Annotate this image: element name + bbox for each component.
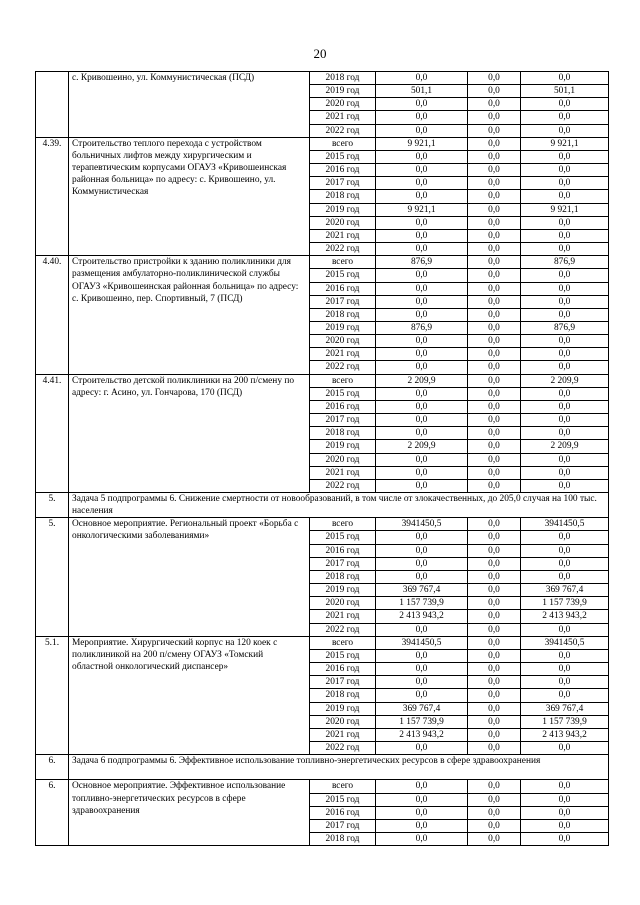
amount-federal: 0,0 — [468, 137, 521, 150]
period-cell: 2015 год — [310, 649, 376, 662]
amount-total: 0,0 — [376, 124, 468, 137]
period-cell: 2015 год — [310, 531, 376, 544]
amount-total: 2 209,9 — [376, 374, 468, 387]
amount-total: 0,0 — [376, 387, 468, 400]
amount-total: 876,9 — [376, 256, 468, 269]
amount-regional: 0,0 — [521, 570, 609, 583]
amount-federal: 0,0 — [468, 400, 521, 413]
amount-total: 876,9 — [376, 321, 468, 334]
amount-total: 0,0 — [376, 663, 468, 676]
amount-total: 0,0 — [376, 414, 468, 427]
amount-regional: 0,0 — [521, 98, 609, 111]
amount-federal: 0,0 — [468, 663, 521, 676]
period-cell: 2017 год — [310, 177, 376, 190]
period-cell: всего — [310, 518, 376, 531]
amount-total: 0,0 — [376, 780, 468, 793]
table-row — [36, 374, 609, 387]
amount-total: 1 157 739,9 — [376, 715, 468, 728]
amount-federal: 0,0 — [468, 216, 521, 229]
amount-total: 0,0 — [376, 531, 468, 544]
amount-regional: 0,0 — [521, 479, 609, 492]
amount-regional: 2 209,9 — [521, 440, 609, 453]
row-number: 5.1. — [36, 636, 69, 754]
amount-federal: 0,0 — [468, 649, 521, 662]
amount-federal: 0,0 — [468, 728, 521, 741]
amount-federal: 0,0 — [468, 676, 521, 689]
period-cell: 2015 год — [310, 387, 376, 400]
period-cell: 2017 год — [310, 295, 376, 308]
amount-regional: 0,0 — [521, 216, 609, 229]
amount-federal: 0,0 — [468, 584, 521, 597]
amount-regional: 0,0 — [521, 124, 609, 137]
period-cell: 2021 год — [310, 111, 376, 124]
amount-federal: 0,0 — [468, 85, 521, 98]
amount-total: 0,0 — [376, 177, 468, 190]
program-table — [35, 71, 609, 846]
amount-federal: 0,0 — [468, 819, 521, 832]
amount-total: 0,0 — [376, 557, 468, 570]
period-cell: всего — [310, 374, 376, 387]
period-cell: 2015 год — [310, 793, 376, 806]
amount-regional: 0,0 — [521, 623, 609, 636]
amount-federal: 0,0 — [468, 557, 521, 570]
amount-federal: 0,0 — [468, 256, 521, 269]
amount-regional: 0,0 — [521, 806, 609, 819]
amount-regional: 0,0 — [521, 348, 609, 361]
amount-federal: 0,0 — [468, 453, 521, 466]
period-cell: 2016 год — [310, 164, 376, 177]
period-cell: 2022 год — [310, 361, 376, 374]
amount-total: 0,0 — [376, 466, 468, 479]
amount-total: 369 767,4 — [376, 584, 468, 597]
period-cell: 2022 год — [310, 124, 376, 137]
period-cell: 2021 год — [310, 348, 376, 361]
period-cell: 2020 год — [310, 335, 376, 348]
measure-description: с. Кривошеино, ул. Коммунистическая (ПСД) — [69, 72, 310, 138]
amount-regional: 501,1 — [521, 85, 609, 98]
amount-total: 501,1 — [376, 85, 468, 98]
amount-regional: 0,0 — [521, 427, 609, 440]
amount-total: 0,0 — [376, 833, 468, 846]
amount-federal: 0,0 — [468, 361, 521, 374]
amount-total: 2 413 943,2 — [376, 728, 468, 741]
amount-total: 9 921,1 — [376, 137, 468, 150]
period-cell: 2020 год — [310, 597, 376, 610]
amount-regional: 0,0 — [521, 557, 609, 570]
period-cell: 2016 год — [310, 544, 376, 557]
amount-federal: 0,0 — [468, 348, 521, 361]
amount-regional: 0,0 — [521, 741, 609, 754]
period-cell: всего — [310, 137, 376, 150]
amount-regional: 2 209,9 — [521, 374, 609, 387]
amount-total: 0,0 — [376, 335, 468, 348]
measure-description: Строительство пристройки к зданию поликлиники для размещения амбулаторно-поликлинической службы ОГАУЗ «Кривошеинская районная больница» по адресу: с. Кривошеино, пер. Спортивный, 7 (ПСД) — [69, 256, 310, 374]
table-row — [36, 256, 609, 269]
amount-regional: 0,0 — [521, 544, 609, 557]
period-cell: 2019 год — [310, 702, 376, 715]
amount-total: 2 209,9 — [376, 440, 468, 453]
amount-federal: 0,0 — [468, 387, 521, 400]
period-cell: 2018 год — [310, 72, 376, 85]
period-cell: 2016 год — [310, 663, 376, 676]
period-cell: 2020 год — [310, 216, 376, 229]
amount-federal: 0,0 — [468, 295, 521, 308]
amount-federal: 0,0 — [468, 806, 521, 819]
period-cell: 2018 год — [310, 570, 376, 583]
task-row — [36, 755, 609, 780]
amount-total: 0,0 — [376, 570, 468, 583]
amount-regional: 0,0 — [521, 269, 609, 282]
period-cell: всего — [310, 636, 376, 649]
period-cell: 2016 год — [310, 282, 376, 295]
amount-regional: 0,0 — [521, 649, 609, 662]
amount-regional: 0,0 — [521, 780, 609, 793]
period-cell: 2020 год — [310, 453, 376, 466]
amount-federal: 0,0 — [468, 466, 521, 479]
measure-description: Основное мероприятие. Региональный проект «Борьба с онкологическими заболеваниями» — [69, 518, 310, 636]
amount-regional: 1 157 739,9 — [521, 715, 609, 728]
amount-regional: 3941450,5 — [521, 636, 609, 649]
row-number: 4.40. — [36, 256, 69, 374]
period-cell: 2015 год — [310, 269, 376, 282]
amount-regional: 0,0 — [521, 190, 609, 203]
period-cell: 2022 год — [310, 479, 376, 492]
amount-federal: 0,0 — [468, 702, 521, 715]
amount-federal: 0,0 — [468, 597, 521, 610]
amount-federal: 0,0 — [468, 531, 521, 544]
period-cell: 2020 год — [310, 715, 376, 728]
amount-total: 0,0 — [376, 544, 468, 557]
period-cell: 2017 год — [310, 414, 376, 427]
amount-regional: 2 413 943,2 — [521, 728, 609, 741]
amount-regional: 876,9 — [521, 256, 609, 269]
period-cell: 2018 год — [310, 308, 376, 321]
amount-regional: 0,0 — [521, 308, 609, 321]
amount-federal: 0,0 — [468, 203, 521, 216]
amount-federal: 0,0 — [468, 374, 521, 387]
table-row — [36, 636, 609, 649]
amount-regional: 0,0 — [521, 833, 609, 846]
amount-total: 0,0 — [376, 308, 468, 321]
amount-regional: 3941450,5 — [521, 518, 609, 531]
amount-federal: 0,0 — [468, 780, 521, 793]
row-number: 4.41. — [36, 374, 69, 492]
amount-federal: 0,0 — [468, 440, 521, 453]
period-cell: 2019 год — [310, 584, 376, 597]
amount-federal: 0,0 — [468, 150, 521, 163]
period-cell: 2019 год — [310, 321, 376, 334]
amount-total: 0,0 — [376, 348, 468, 361]
amount-regional: 0,0 — [521, 676, 609, 689]
amount-federal: 0,0 — [468, 793, 521, 806]
period-cell: всего — [310, 256, 376, 269]
period-cell: 2020 год — [310, 98, 376, 111]
amount-regional: 0,0 — [521, 531, 609, 544]
page-number: 20 — [313, 46, 327, 61]
amount-total: 9 921,1 — [376, 203, 468, 216]
row-number: 4.39. — [36, 137, 69, 255]
amount-federal: 0,0 — [468, 177, 521, 190]
amount-total: 0,0 — [376, 98, 468, 111]
period-cell: 2018 год — [310, 689, 376, 702]
amount-total: 0,0 — [376, 741, 468, 754]
measure-description: Основное мероприятие. Эффективное использование топливно-энергетических ресурсов в сфере здравоохранения — [69, 780, 310, 846]
table-row — [36, 72, 609, 85]
amount-regional: 0,0 — [521, 414, 609, 427]
amount-total: 0,0 — [376, 229, 468, 242]
amount-total: 0,0 — [376, 72, 468, 85]
amount-regional: 0,0 — [521, 819, 609, 832]
amount-total: 0,0 — [376, 479, 468, 492]
amount-total: 0,0 — [376, 689, 468, 702]
amount-federal: 0,0 — [468, 479, 521, 492]
amount-regional: 0,0 — [521, 150, 609, 163]
measure-description: Мероприятие. Хирургический корпус на 120 коек с поликлиникой на 200 п/смену ОГАУЗ «Томский областной онкологический диспансер» — [69, 636, 310, 754]
amount-federal: 0,0 — [468, 544, 521, 557]
amount-regional: 0,0 — [521, 243, 609, 256]
amount-total: 0,0 — [376, 427, 468, 440]
measure-description: Строительство детской поликлиники на 200 п/смену по адресу: г. Асино, ул. Гончарова, 170 (ПСД) — [69, 374, 310, 492]
amount-total: 0,0 — [376, 216, 468, 229]
amount-regional: 0,0 — [521, 295, 609, 308]
period-cell: 2019 год — [310, 85, 376, 98]
table-row — [36, 780, 609, 793]
amount-federal: 0,0 — [468, 610, 521, 623]
amount-federal: 0,0 — [468, 111, 521, 124]
amount-total: 0,0 — [376, 649, 468, 662]
amount-federal: 0,0 — [468, 229, 521, 242]
amount-total: 3941450,5 — [376, 636, 468, 649]
measure-description: Строительство теплого перехода с устройством больничных лифтов между хирургическим и терапевтическим корпусами ОГАУЗ «Кривошеинская районная больница» по адресу: с. Кривошеино, ул. Коммунистическая — [69, 137, 310, 255]
amount-total: 0,0 — [376, 150, 468, 163]
amount-total: 0,0 — [376, 806, 468, 819]
period-cell: 2022 год — [310, 243, 376, 256]
amount-total: 0,0 — [376, 819, 468, 832]
period-cell: 2017 год — [310, 676, 376, 689]
amount-total: 0,0 — [376, 793, 468, 806]
period-cell: 2021 год — [310, 610, 376, 623]
period-cell: 2021 год — [310, 229, 376, 242]
period-cell: 2019 год — [310, 440, 376, 453]
amount-total: 0,0 — [376, 453, 468, 466]
amount-federal: 0,0 — [468, 190, 521, 203]
amount-total: 0,0 — [376, 282, 468, 295]
period-cell: 2018 год — [310, 190, 376, 203]
amount-total: 1 157 739,9 — [376, 597, 468, 610]
task-description: Задача 6 подпрограммы 6. Эффективное использование топливно-энергетических ресурсов в сфере здравоохранения — [69, 755, 609, 780]
period-cell: 2022 год — [310, 623, 376, 636]
amount-federal: 0,0 — [468, 308, 521, 321]
period-cell: 2016 год — [310, 806, 376, 819]
amount-total: 0,0 — [376, 111, 468, 124]
amount-regional: 9 921,1 — [521, 137, 609, 150]
row-number: 5. — [36, 518, 69, 636]
amount-federal: 0,0 — [468, 623, 521, 636]
amount-total: 0,0 — [376, 243, 468, 256]
amount-total: 2 413 943,2 — [376, 610, 468, 623]
amount-total: 0,0 — [376, 361, 468, 374]
amount-regional: 0,0 — [521, 387, 609, 400]
row-number: 5. — [36, 493, 69, 518]
amount-federal: 0,0 — [468, 335, 521, 348]
amount-federal: 0,0 — [468, 414, 521, 427]
amount-federal: 0,0 — [468, 98, 521, 111]
amount-total: 0,0 — [376, 190, 468, 203]
period-cell: 2018 год — [310, 427, 376, 440]
period-cell: 2018 год — [310, 833, 376, 846]
amount-total: 0,0 — [376, 676, 468, 689]
amount-federal: 0,0 — [468, 833, 521, 846]
amount-regional: 369 767,4 — [521, 702, 609, 715]
amount-federal: 0,0 — [468, 570, 521, 583]
row-number: 6. — [36, 755, 69, 780]
row-number: 6. — [36, 780, 69, 846]
amount-regional: 0,0 — [521, 361, 609, 374]
period-cell: всего — [310, 780, 376, 793]
period-cell: 2017 год — [310, 819, 376, 832]
amount-federal: 0,0 — [468, 282, 521, 295]
amount-total: 0,0 — [376, 164, 468, 177]
amount-regional: 1 157 739,9 — [521, 597, 609, 610]
amount-total: 0,0 — [376, 269, 468, 282]
amount-regional: 0,0 — [521, 663, 609, 676]
amount-federal: 0,0 — [468, 518, 521, 531]
amount-regional: 0,0 — [521, 282, 609, 295]
amount-federal: 0,0 — [468, 427, 521, 440]
amount-regional: 0,0 — [521, 453, 609, 466]
amount-federal: 0,0 — [468, 164, 521, 177]
task-description: Задача 5 подпрограммы 6. Снижение смертности от новообразований, в том числе от злокачественных, до 205,0 случая на 100 тыс. населения — [69, 493, 609, 518]
period-cell: 2021 год — [310, 466, 376, 479]
amount-federal: 0,0 — [468, 72, 521, 85]
amount-regional: 9 921,1 — [521, 203, 609, 216]
period-cell: 2017 год — [310, 557, 376, 570]
amount-regional: 0,0 — [521, 72, 609, 85]
amount-total: 0,0 — [376, 400, 468, 413]
amount-federal: 0,0 — [468, 269, 521, 282]
amount-total: 369 767,4 — [376, 702, 468, 715]
amount-regional: 0,0 — [521, 689, 609, 702]
amount-federal: 0,0 — [468, 741, 521, 754]
amount-regional: 369 767,4 — [521, 584, 609, 597]
amount-regional: 0,0 — [521, 466, 609, 479]
amount-federal: 0,0 — [468, 321, 521, 334]
row-number — [36, 72, 69, 138]
amount-regional: 0,0 — [521, 335, 609, 348]
amount-regional: 876,9 — [521, 321, 609, 334]
period-cell: 2021 год — [310, 728, 376, 741]
amount-total: 3941450,5 — [376, 518, 468, 531]
amount-federal: 0,0 — [468, 124, 521, 137]
period-cell: 2015 год — [310, 150, 376, 163]
table-row — [36, 137, 609, 150]
amount-federal: 0,0 — [468, 689, 521, 702]
amount-regional: 0,0 — [521, 111, 609, 124]
period-cell: 2016 год — [310, 400, 376, 413]
period-cell: 2022 год — [310, 741, 376, 754]
amount-federal: 0,0 — [468, 243, 521, 256]
amount-regional: 2 413 943,2 — [521, 610, 609, 623]
period-cell: 2019 год — [310, 203, 376, 216]
amount-federal: 0,0 — [468, 636, 521, 649]
amount-regional: 0,0 — [521, 229, 609, 242]
amount-regional: 0,0 — [521, 793, 609, 806]
table-row — [36, 518, 609, 531]
amount-regional: 0,0 — [521, 164, 609, 177]
amount-total: 0,0 — [376, 295, 468, 308]
amount-total: 0,0 — [376, 623, 468, 636]
amount-federal: 0,0 — [468, 715, 521, 728]
task-row — [36, 493, 609, 518]
amount-regional: 0,0 — [521, 177, 609, 190]
amount-regional: 0,0 — [521, 400, 609, 413]
